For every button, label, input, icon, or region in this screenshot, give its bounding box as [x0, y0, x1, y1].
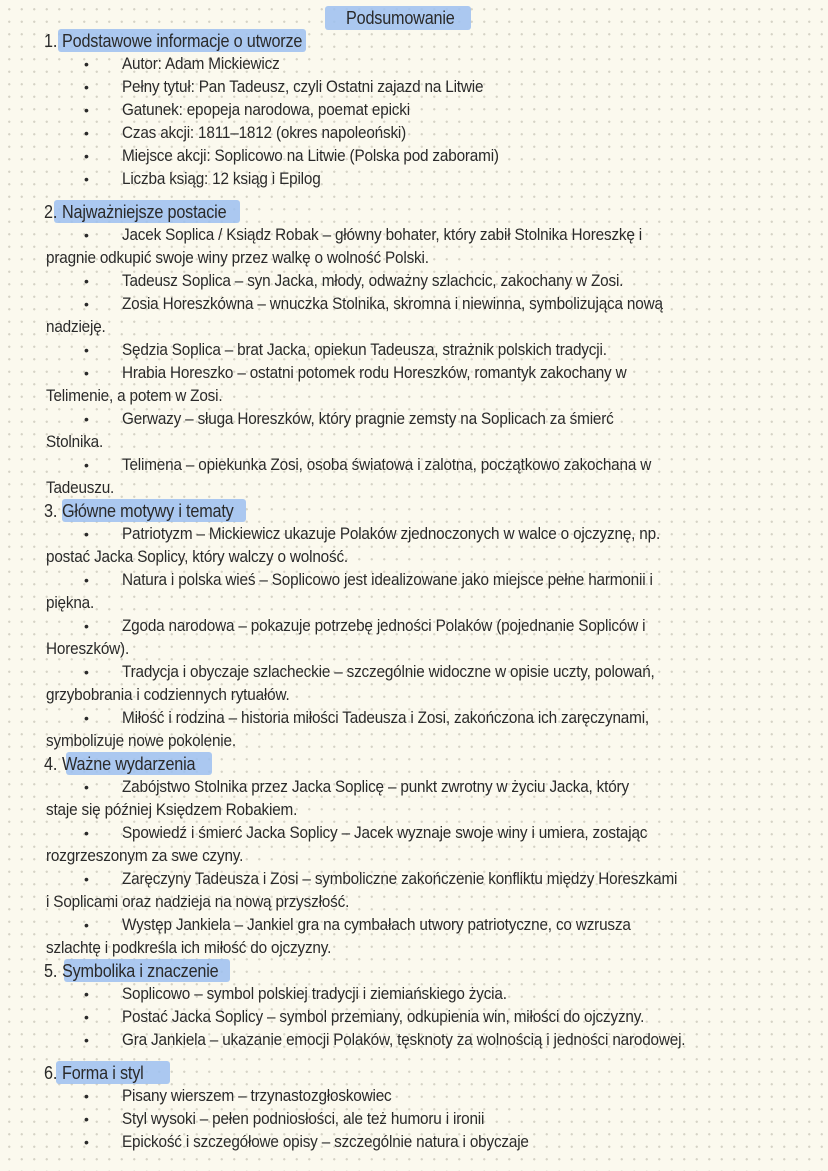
list-item: Występ Jankiela – Jankiel gra na cymbałach utwory patriotyczne, co wzrusza: [122, 915, 631, 934]
bullet-icon: •: [84, 273, 89, 289]
list-item-continuation: Stolnika.: [46, 432, 104, 451]
list-item-continuation: postać Jacka Soplicy, który walczy o wolność.: [46, 547, 348, 566]
bullet-icon: •: [84, 825, 89, 841]
list-item: Pełny tytuł: Pan Tadeusz, czyli Ostatni zajazd na Litwie: [122, 77, 484, 96]
section-heading: Forma i styl: [62, 1063, 144, 1083]
section-number: 2.: [44, 202, 58, 222]
bullet-icon: •: [84, 148, 89, 164]
list-item: Tradycja i obyczaje szlacheckie – szczególnie widoczne w opisie uczty, polowań,: [122, 662, 655, 681]
list-item-continuation: nadzieję.: [46, 317, 106, 336]
list-item: Styl wysoki – pełen podniosłości, ale też humoru i ironii: [122, 1109, 485, 1128]
bullet-icon: •: [84, 664, 89, 680]
bullet-icon: •: [84, 710, 89, 726]
list-item: Gra Jankiela – ukazanie emocji Polaków, tęsknoty za wolnością i jedności narodowej.: [122, 1030, 686, 1049]
list-item-continuation: piękna.: [46, 593, 95, 612]
bullet-icon: •: [84, 125, 89, 141]
bullet-icon: •: [84, 342, 89, 358]
section-heading: Najważniejsze postacie: [62, 202, 227, 222]
section-number: 6.: [44, 1063, 58, 1083]
list-item: Autor: Adam Mickiewicz: [122, 54, 280, 73]
section-number: 3.: [44, 501, 58, 521]
list-item: Zaręczyny Tadeusza i Zosi – symboliczne zakończenie konfliktu między Horeszkami: [122, 869, 678, 888]
list-item: Patriotyzm – Mickiewicz ukazuje Polaków zjednoczonych w walce o ojczyznę, np.: [122, 524, 661, 543]
list-item: Epickość i szczegółowe opisy – szczególnie natura i obyczaje: [122, 1132, 529, 1151]
list-item: Sędzia Soplica – brat Jacka, opiekun Tadeusza, strażnik polskich tradycji.: [122, 340, 607, 359]
list-item: Gatunek: epopeja narodowa, poemat epicki: [122, 100, 410, 119]
list-item-continuation: Horeszków).: [46, 639, 130, 658]
list-item: Spowiedź i śmierć Jacka Soplicy – Jacek wyznaje swoje winy i umiera, zostając: [122, 823, 648, 842]
list-item-continuation: symbolizuje nowe pokolenie.: [46, 731, 236, 750]
list-item-continuation: staje się później Księdzem Robakiem.: [46, 800, 298, 819]
bullet-icon: •: [84, 457, 89, 473]
list-item-continuation: Tadeuszu.: [46, 478, 115, 497]
list-item: Gerwazy – sługa Horeszków, który pragnie zemsty na Soplicach za śmierć: [122, 409, 614, 428]
bullet-icon: •: [84, 1009, 89, 1025]
bullet-icon: •: [84, 526, 89, 542]
list-item: Miejsce akcji: Soplicowo na Litwie (Polska pod zaborami): [122, 146, 499, 165]
section-number: 5.: [44, 961, 58, 981]
section-heading: Główne motywy i tematy: [62, 501, 234, 521]
list-item: Jacek Soplica / Ksiądz Robak – główny bohater, który zabił Stolnika Horeszkę i: [122, 225, 643, 244]
list-item: Zosia Horeszkówna – wnuczka Stolnika, skromna i niewinna, symbolizująca nową: [122, 294, 663, 313]
bullet-icon: •: [84, 171, 89, 187]
list-item: Natura i polska wieś – Soplicowo jest idealizowane jako miejsce pełne harmonii i: [122, 570, 653, 589]
list-item: Soplicowo – symbol polskiej tradycji i ziemiańskiego życia.: [122, 984, 507, 1003]
bullet-icon: •: [84, 917, 89, 933]
bullet-icon: •: [84, 56, 89, 72]
list-item-continuation: Telimenie, a potem w Zosi.: [46, 386, 223, 405]
list-item: Zgoda narodowa – pokazuje potrzebę jedności Polaków (pojednanie Sopliców i: [122, 616, 646, 635]
bullet-icon: •: [84, 1032, 89, 1048]
list-item: Hrabia Horeszko – ostatni potomek rodu Horeszków, romantyk zakochany w: [122, 363, 627, 382]
bullet-icon: •: [84, 1111, 89, 1127]
list-item: Tadeusz Soplica – syn Jacka, młody, odważny szlachcic, zakochany w Zosi.: [122, 271, 624, 290]
list-item-continuation: rozgrzeszonym za swe czyny.: [46, 846, 244, 865]
section-number: 1.: [44, 31, 58, 51]
bullet-icon: •: [84, 986, 89, 1002]
bullet-icon: •: [84, 296, 89, 312]
list-item: Postać Jacka Soplicy – symbol przemiany, odkupienia win, miłości do ojczyzny.: [122, 1007, 645, 1026]
section-heading: Ważne wydarzenia: [62, 754, 196, 774]
section-number: 4.: [44, 754, 58, 774]
bullet-icon: •: [84, 618, 89, 634]
bullet-icon: •: [84, 779, 89, 795]
bullet-icon: •: [84, 1088, 89, 1104]
list-item: Telimena – opiekunka Zosi, osoba światowa i zalotna, początkowo zakochana w: [122, 455, 652, 474]
list-item: Zabójstwo Stolnika przez Jacka Soplicę – punkt zwrotny w życiu Jacka, który: [122, 777, 629, 796]
section-heading: Symbolika i znaczenie: [62, 961, 219, 981]
list-item-continuation: szlachtę i podkreśla ich miłość do ojczyzny.: [46, 938, 332, 957]
bullet-icon: •: [84, 871, 89, 887]
page-title: Podsumowanie: [346, 8, 455, 28]
list-item-continuation: grzybobrania i codziennych rytuałów.: [46, 685, 290, 704]
list-item: Czas akcji: 1811–1812 (okres napoleoński): [122, 123, 407, 142]
bullet-icon: •: [84, 572, 89, 588]
bullet-icon: •: [84, 102, 89, 118]
list-item-continuation: i Soplicami oraz nadzieja na nową przyszłość.: [46, 892, 350, 911]
list-item: Pisany wierszem – trzynastozgłoskowiec: [122, 1086, 392, 1105]
section-heading: Podstawowe informacje o utworze: [62, 31, 303, 51]
list-item-continuation: pragnie odkupić swoje winy przez walkę o wolność Polski.: [46, 248, 429, 267]
bullet-icon: •: [84, 227, 89, 243]
list-item: Liczba ksiąg: 12 ksiąg i Epilog: [122, 169, 321, 188]
bullet-icon: •: [84, 79, 89, 95]
bullet-icon: •: [84, 1134, 89, 1150]
list-item: Miłość i rodzina – historia miłości Tadeusza i Zosi, zakończona ich zaręczynami,: [122, 708, 649, 727]
bullet-icon: •: [84, 411, 89, 427]
bullet-icon: •: [84, 365, 89, 381]
